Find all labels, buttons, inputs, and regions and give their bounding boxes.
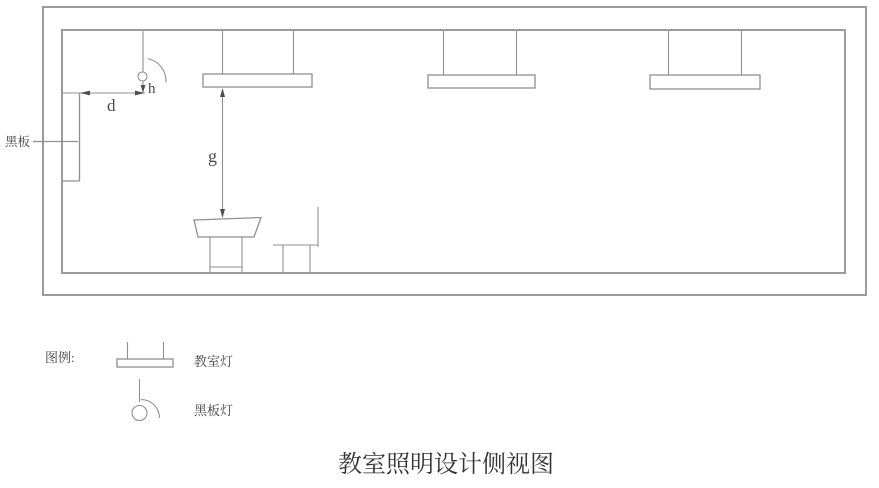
room-outline (43, 7, 866, 295)
legend-lamp-fixture (117, 359, 173, 367)
dimension-g-label: g (208, 146, 217, 166)
legend (45, 342, 233, 421)
dimension-d (62, 91, 145, 115)
legend-heading: 图例: (45, 350, 75, 365)
legend-blackboard-lamp-symbol (132, 379, 160, 421)
dimension-g-arrow-up (220, 88, 225, 97)
chair (273, 207, 318, 273)
dimension-d-arrow-left (80, 91, 90, 96)
lamp1-fixture (203, 74, 312, 87)
legend-blackboard-lamp-bulb (132, 406, 147, 421)
dimension-g (208, 88, 225, 218)
lamp2-fixture (428, 75, 535, 88)
legend-classroom-lamp-label: 教室灯 (194, 354, 234, 369)
desk-top (194, 218, 261, 238)
dimension-d-label: d (107, 96, 116, 115)
desk (194, 218, 261, 274)
diagram-title: 教室照明设计侧视图 (338, 452, 554, 478)
blackboard-lamp (138, 31, 166, 83)
dimension-h (141, 81, 156, 97)
lamp3-fixture (650, 75, 760, 89)
blackboard-lamp-shade-arc (148, 59, 167, 83)
dimension-h-arrow-down (141, 85, 146, 93)
legend-classroom-lamp-symbol (117, 342, 173, 367)
inner-wall (62, 30, 845, 273)
legend-blackboard-lamp-shade-arc (141, 400, 160, 419)
classroom-lamp-2 (428, 31, 535, 88)
outer-wall (43, 7, 866, 295)
blackboard-label: 黑板 (5, 135, 31, 149)
dimension-g-arrow-down (220, 209, 225, 218)
classroom-lamp-3 (650, 31, 760, 89)
legend-blackboard-lamp-label: 黑板灯 (194, 403, 234, 418)
classroom-lamp-1 (203, 31, 312, 87)
blackboard-lamp-bulb (138, 72, 147, 81)
dimension-h-label: h (148, 81, 156, 97)
